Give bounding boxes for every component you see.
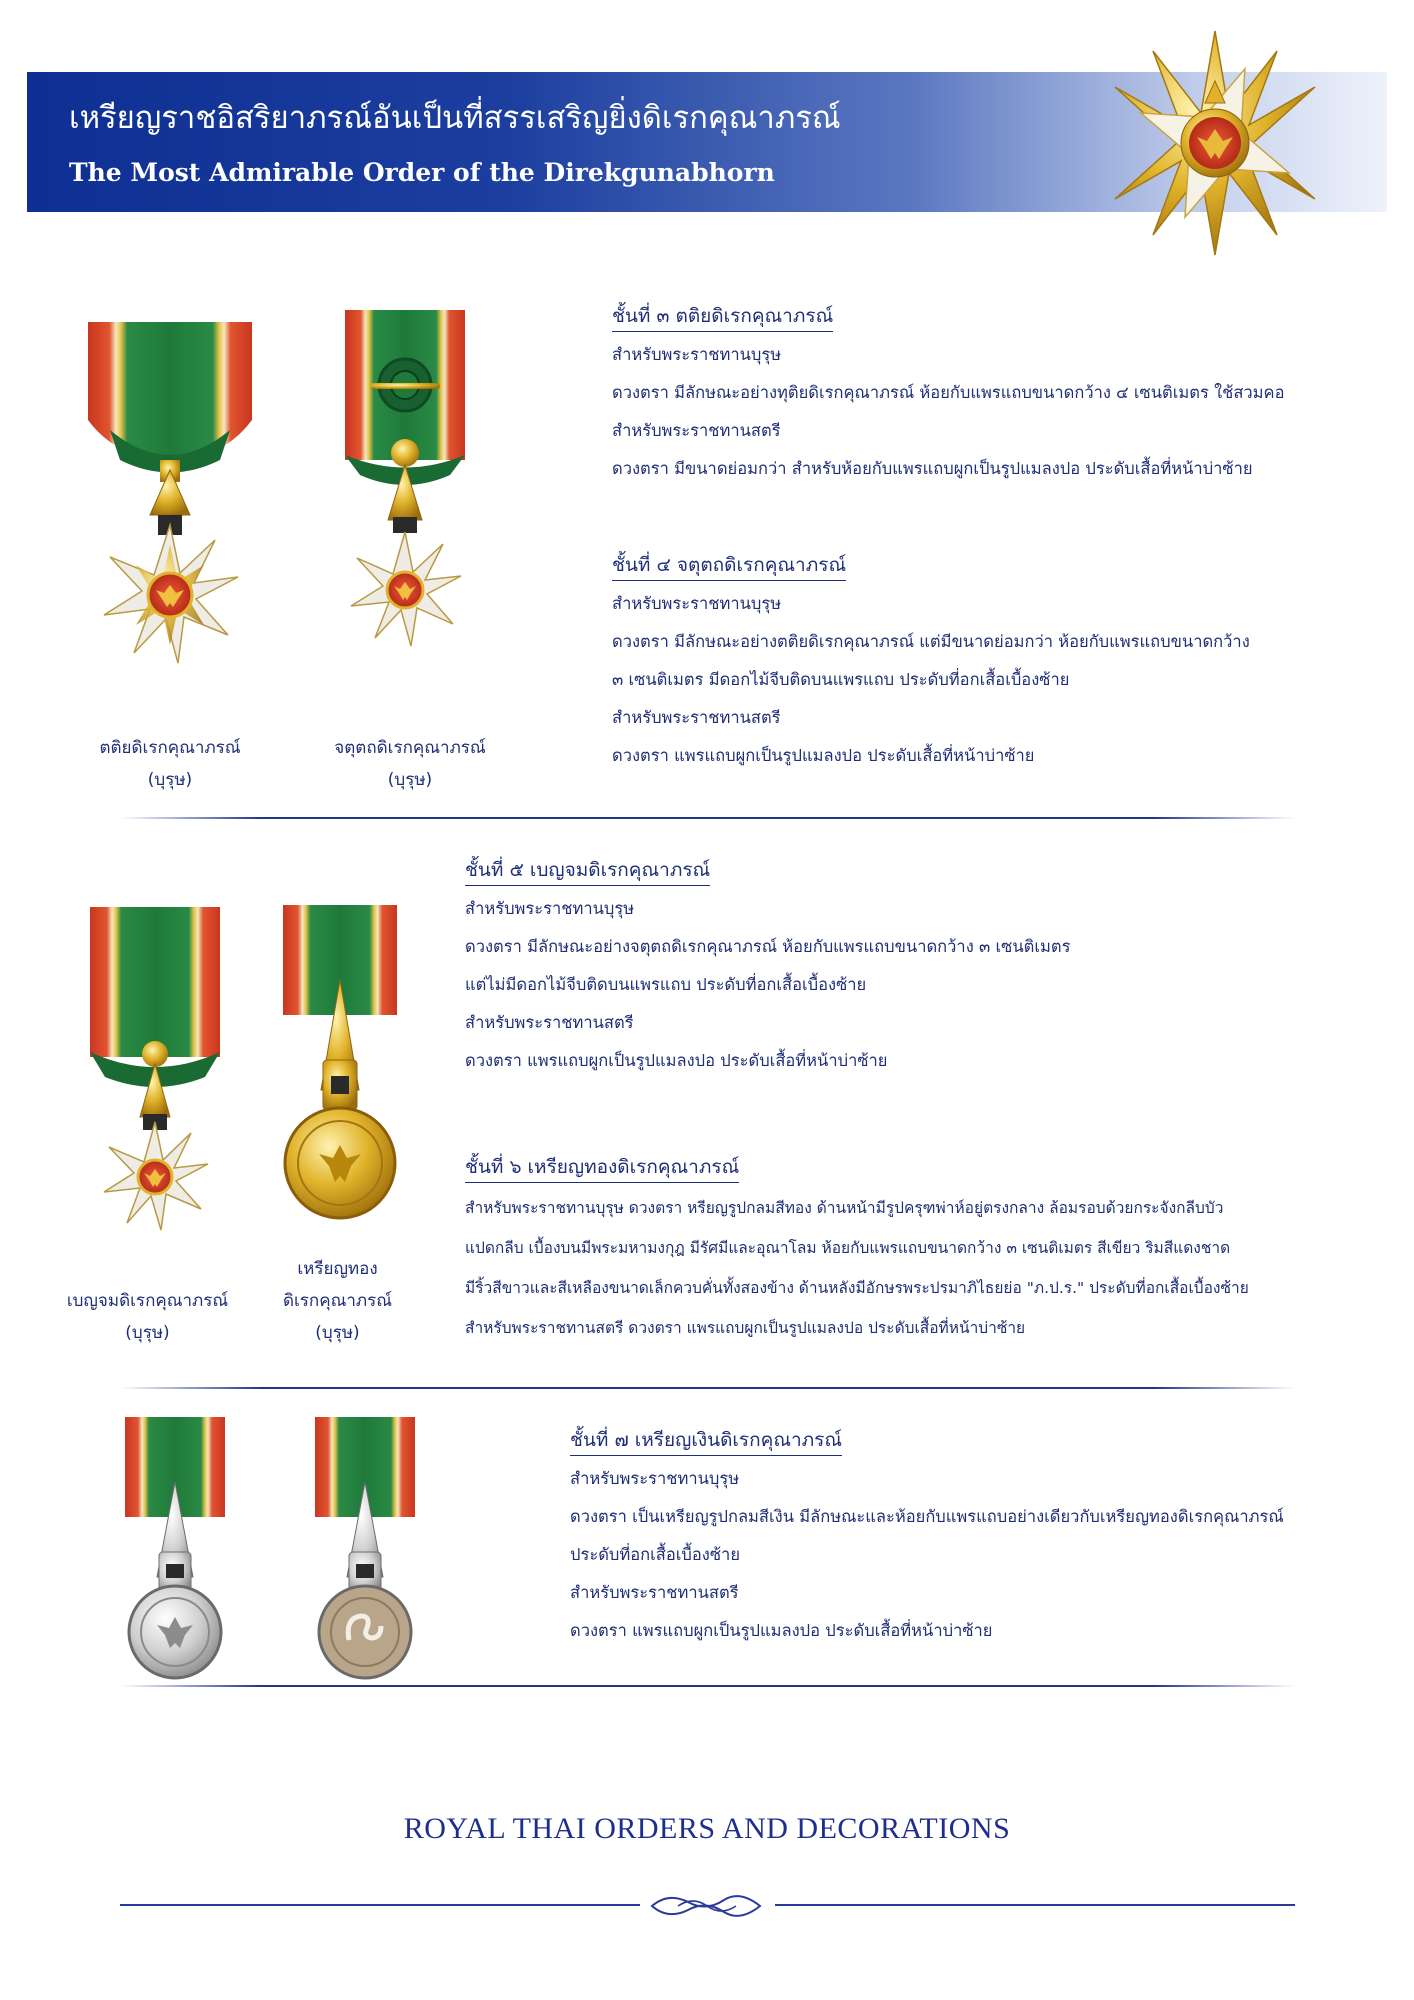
caption-name: ดิเรกคุณาภรณ์ [282, 1291, 393, 1311]
caption-jatuttha [300, 732, 520, 796]
class3-line: สำหรับพระราชทานบุรุษ [612, 345, 782, 364]
caption-gender: (บุรุษ) [147, 770, 193, 790]
caption-gender: (บุรุษ) [387, 770, 433, 790]
caption-gender: (บุรุษ) [315, 1323, 360, 1343]
footer-title: ROYAL THAI ORDERS AND DECORATIONS [403, 1812, 1011, 1845]
class5-heading: ชั้นที่ ๕ เบญจมดิเรกคุณาภรณ์ [465, 855, 710, 886]
caption-name: จตุตถดิเรกคุณาภรณ์ [334, 738, 486, 758]
class7-line: สำหรับพระราชทานบุรุษ [570, 1469, 740, 1488]
section-divider [120, 1387, 1295, 1389]
footer-rule-right [775, 1904, 1295, 1906]
class5-line: สำหรับพระราชทานบุรุษ [465, 899, 635, 918]
class6-line: สำหรับพระราชทานบุรุษ ดวงตรา หรียญรูปกลมสีทอง ด้านหน้ามีรูปครุฑพ่าห์อยู่ตรงกลาง ล้อมรอบด้วยกระจังกลีบบัว [465, 1199, 1224, 1217]
class6-line: มีริ้วสีขาวและสีเหลืองขนาดเล็กควบคั่นทั้งสองข้าง ด้านหลังมีอักษรพระปรมาภิไธยย่อ "ภ.ป.ร." ประดับที่อกเสื้อเบื้องซ้าย [465, 1279, 1249, 1297]
class6-line: สำหรับพระราชทานสตรี ดวงตรา แพรแถบผูกเป็นรูปแมลงปอ ประดับเสื้อที่หน้าบ่าซ้าย [465, 1319, 1026, 1337]
class6-heading: ชั้นที่ ๖ เหรียญทองดิเรกคุณาภรณ์ [465, 1152, 739, 1183]
order-star-emblem-icon [1100, 28, 1330, 258]
class6-line: แปดกลีบ เบื้องบนมีพระมหามงกุฎ มีรัศมีและอุณาโลม ห้อยกับแพรแถบขนาดกว้าง ๓ เซนติเมตร สีเขียว ริมสีแดงชาด [465, 1239, 1231, 1257]
class5-block [465, 852, 1070, 1080]
class3-line: ดวงตรา มีลักษณะอย่างทุติยดิเรกคุณาภรณ์ ห้อยกับแพรแถบขนาดกว้าง ๔ เซนติเมตร ใช้สวมคอ [612, 383, 1285, 402]
medal-jatuttha-direkgunabhorn [330, 305, 480, 655]
class4-line: ดวงตรา มีลักษณะอย่างตติยดิเรกคุณาภรณ์ แต่มีขนาดย่อมกว่า ห้อยกับแพรแถบขนาดกว้าง [612, 632, 1250, 651]
section-divider [120, 817, 1295, 819]
title-english: The Most Admirable Order of the Direkgunabhorn [69, 158, 775, 187]
medal-benjama-direkgunabhorn [80, 902, 230, 1232]
caption-gold-medal [230, 1253, 445, 1349]
medal-gold-direkgunabhorn [275, 900, 405, 1230]
class5-line: ดวงตรา มีลักษณะอย่างจตุตถดิเรกคุณาภรณ์ ห้อยกับแพรแถบขนาดกว้าง ๓ เซนติเมตร [465, 937, 1071, 956]
class7-line: สำหรับพระราชทานสตรี [570, 1583, 739, 1602]
class5-line: สำหรับพระราชทานสตรี [465, 1013, 634, 1032]
class7-line: ดวงตรา เป็นเหรียญรูปกลมสีเงิน มีลักษณะและห้อยกับแพรแถบอย่างเดียวกับเหรียญทองดิเรกคุณาภรณ์ [570, 1507, 1284, 1526]
section-divider [120, 1685, 1295, 1687]
caption-name: เหรียญทอง [297, 1259, 378, 1279]
flourish-ornament-icon [648, 1886, 766, 1926]
class4-line: สำหรับพระราชทานบุรุษ [612, 594, 782, 613]
class3-line: ดวงตรา มีขนาดย่อมกว่า สำหรับห้อยกับแพรแถบผูกเป็นรูปแมลงปอ ประดับเสื้อที่หน้าบ่าซ้าย [612, 459, 1253, 478]
class3-line: สำหรับพระราชทานสตรี [612, 421, 781, 440]
caption-tatiya [60, 732, 280, 796]
class4-line: สำหรับพระราชทานสตรี [612, 708, 781, 727]
caption-name: ตติยดิเรกคุณาภรณ์ [99, 738, 241, 758]
title-thai: เหรียญราชอิสริยาภรณ์อันเป็นที่สรรเสริญยิ่งดิเรกคุณาภรณ์ [69, 100, 841, 136]
class3-block [612, 298, 1285, 488]
class5-line: ดวงตรา แพรแถบผูกเป็นรูปแมลงปอ ประดับเสื้อที่หน้าบ่าซ้าย [465, 1051, 888, 1070]
class4-line: ดวงตรา แพรแถบผูกเป็นรูปแมลงปอ ประดับเสื้อที่หน้าบ่าซ้าย [612, 746, 1035, 765]
class5-line: แต่ไม่มีดอกไม้จีบติดบนแพรแถบ ประดับที่อกเสื้อเบื้องซ้าย [465, 975, 867, 994]
medal-tatiya-direkgunabhorn [80, 310, 260, 670]
class6-block [465, 1148, 1249, 1348]
medal-silver-direkgunabhorn-reverse [305, 1412, 425, 1682]
class4-line: ๓ เซนติเมตร มีดอกไม้จีบติดบนแพรแถบ ประดับที่อกเสื้อเบื้องซ้าย [612, 670, 1070, 689]
class4-heading: ชั้นที่ ๔ จตุตถดิเรกคุณาภรณ์ [612, 550, 846, 581]
caption-name: เบญจมดิเรกคุณาภรณ์ [66, 1291, 229, 1311]
caption-gender: (บุรุษ) [125, 1323, 170, 1343]
class7-line: ประดับที่อกเสื้อเบื้องซ้าย [570, 1545, 740, 1564]
class4-block [612, 547, 1250, 775]
caption-benjama [40, 1285, 255, 1349]
class7-block [570, 1422, 1284, 1650]
footer-rule-left [120, 1904, 640, 1906]
class3-heading: ชั้นที่ ๓ ตติยดิเรกคุณาภรณ์ [612, 301, 833, 332]
class7-line: ดวงตรา แพรแถบผูกเป็นรูปแมลงปอ ประดับเสื้อที่หน้าบ่าซ้าย [570, 1621, 993, 1640]
medal-silver-direkgunabhorn-men [115, 1412, 235, 1682]
class7-heading: ชั้นที่ ๗ เหรียญเงินดิเรกคุณาภรณ์ [570, 1425, 842, 1456]
